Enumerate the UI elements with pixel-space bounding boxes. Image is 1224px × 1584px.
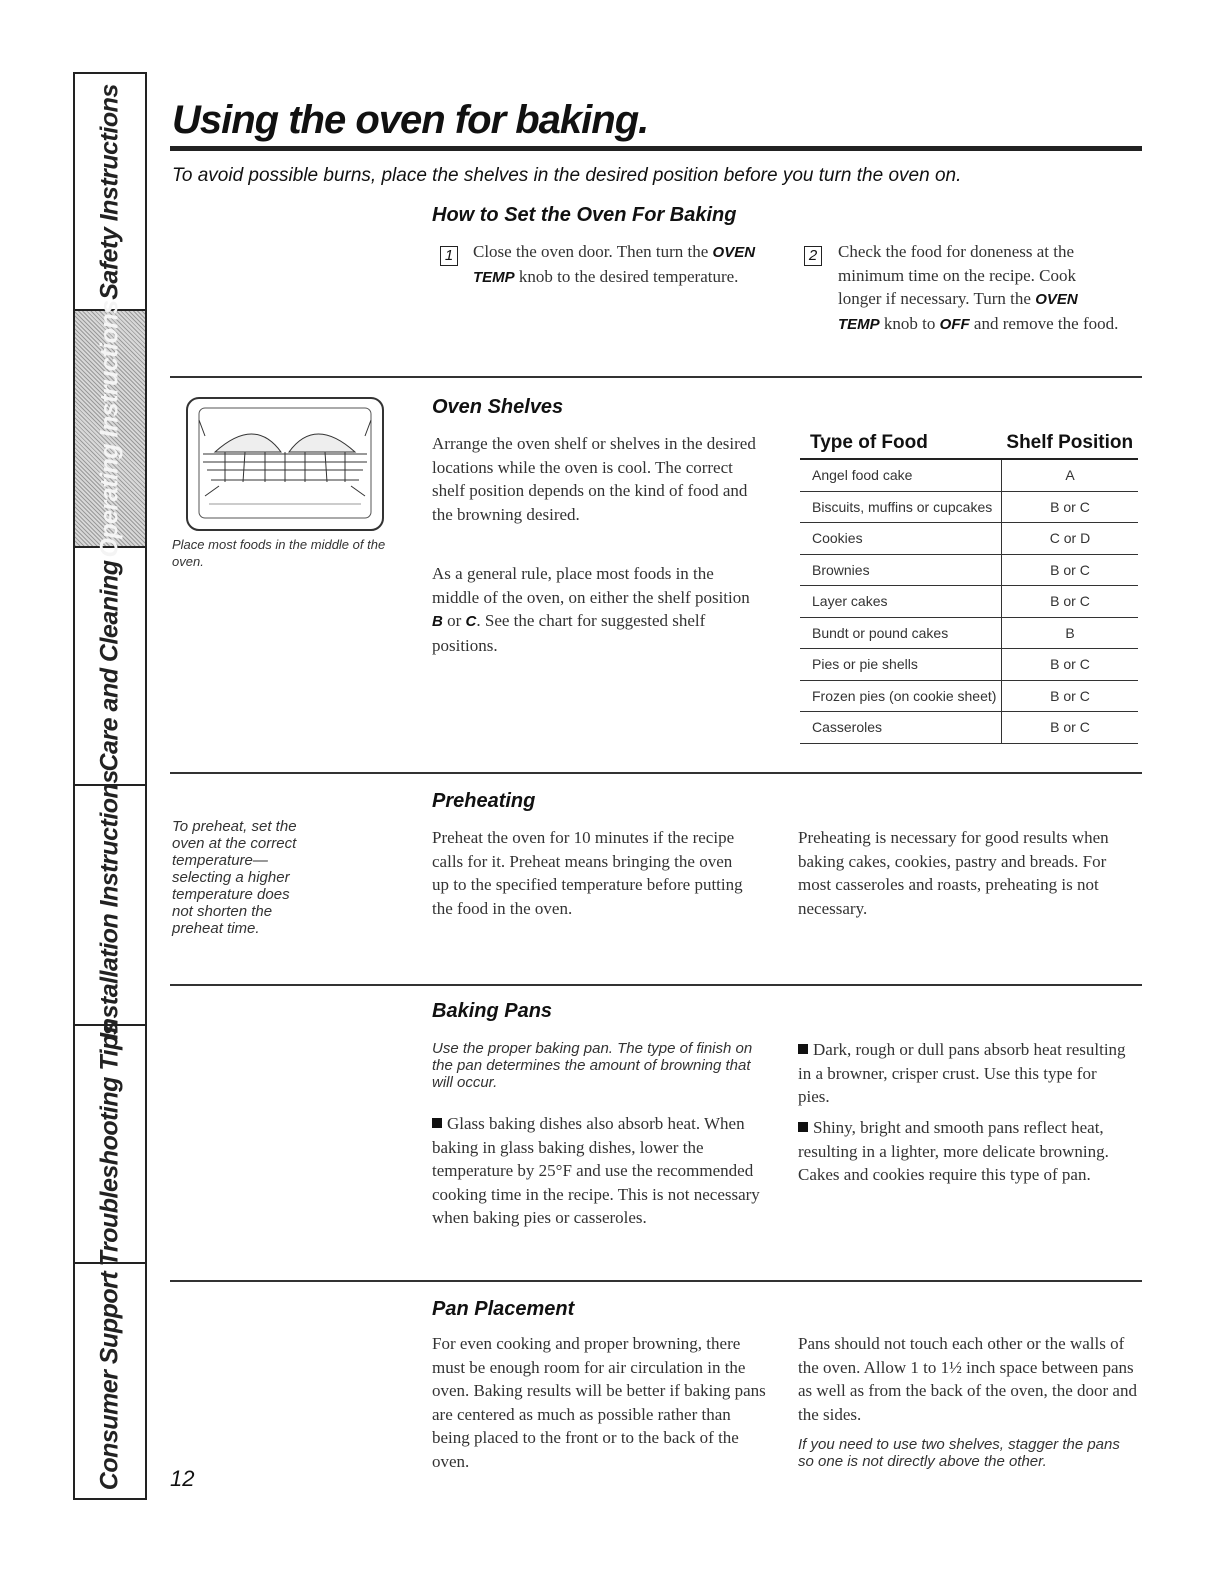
bullet-icon (798, 1044, 808, 1054)
tab-installation-instructions[interactable] (75, 770, 145, 1040)
position-cell: B or C (1002, 554, 1139, 586)
section-title-set-oven: How to Set the Oven For Baking (432, 204, 737, 226)
food-cell: Angel food cake (800, 459, 1002, 491)
pan-placement-col-1: For even cooking and proper browning, there must be enough room for air circulation in the oven. Baking results will be better if baking pans are centered as much as possible rather than being placed to the front or to the back of the oven. (432, 1334, 766, 1471)
table-row (800, 680, 1138, 712)
oven-shelves-illustration (185, 396, 385, 532)
page-intro: To avoid possible burns, place the shelves in the desired position before you turn the oven on. (172, 165, 962, 186)
section-divider (170, 376, 1142, 378)
shelves-paragraph-1: Arrange the oven shelf or shelves in the desired locations while the oven is cool. The correct shelf position depends on the kind of food and the browning desired. (432, 434, 756, 524)
bullet-icon (798, 1122, 808, 1132)
food-cell: Cookies (800, 523, 1002, 555)
table-row (800, 459, 1138, 491)
preheating-col-1: Preheat the oven for 10 minutes if the recipe calls for it. Preheat means bringing the oven up to the specified temperature before putting the food in the oven. (432, 828, 743, 918)
food-cell: Brownies (800, 554, 1002, 586)
pan-placement-col-2: Pans should not touch each other or the walls of the oven. Allow 1 to 1½ inch space between pans as well as from the back of the oven, the door and the sides. (798, 1334, 1137, 1424)
table-row (800, 649, 1138, 681)
food-cell: Casseroles (800, 712, 1002, 744)
pan-placement-note: If you need to use two shelves, stagger the pans so one is not directly above the other. (798, 1436, 1120, 1470)
position-cell: C or D (1002, 523, 1139, 555)
page-number: 12 (170, 1466, 195, 1491)
position-cell: B or C (1002, 491, 1139, 523)
title-rule (170, 146, 1142, 151)
tab-care-and-cleaning[interactable] (75, 548, 145, 786)
side-tab-bar (73, 72, 147, 1500)
food-cell: Pies or pie shells (800, 649, 1002, 681)
preheating-col-2: Preheating is necessary for good results when baking cakes, cookies, pastry and breads. For most casseroles and roasts, preheating is not necessary. (798, 828, 1109, 918)
tab-label: Installation Instructions (95, 770, 124, 1040)
table-row (800, 491, 1138, 523)
position-cell: B or C (1002, 712, 1139, 744)
table-header-food: Type of Food (800, 432, 1002, 459)
tab-label: Operating Instructions (95, 299, 124, 558)
step-2-marker: 2 (804, 246, 822, 266)
tab-label: Care and Cleaning (95, 560, 124, 772)
table-row (800, 586, 1138, 618)
table-row (800, 554, 1138, 586)
tab-label: Troubleshooting Tips (95, 1021, 124, 1267)
tab-operating-instructions[interactable] (75, 299, 145, 558)
food-cell: Bundt or pound cakes (800, 617, 1002, 649)
tab-safety-instructions[interactable] (75, 74, 145, 311)
section-title-oven-shelves: Oven Shelves (432, 396, 564, 418)
section-divider (170, 984, 1142, 986)
step-2-text: Check the food for doneness at the minimum time on the recipe. Cook longer if necessary. Turn the OVEN TEMP knob to OFF and remove the food. (838, 242, 1119, 333)
position-cell: A (1002, 459, 1139, 491)
table-row (800, 712, 1138, 744)
food-cell: Frozen pies (on cookie sheet) (800, 680, 1002, 712)
section-divider (170, 772, 1142, 774)
baking-pans-intro: Use the proper baking pan. The type of finish on the pan determines the amount of browning that will occur. (432, 1040, 753, 1091)
page-title: Using the oven for baking. (172, 98, 649, 142)
preheat-side-note: To preheat, set the oven at the correct temperature—selecting a higher temperature does not shorten the preheat time. (172, 818, 297, 937)
table-header-position: Shelf Position (1002, 432, 1139, 459)
position-cell: B or C (1002, 680, 1139, 712)
table-row (800, 523, 1138, 555)
section-divider (170, 1280, 1142, 1282)
section-title-baking-pans: Baking Pans (432, 1000, 553, 1022)
position-cell: B or C (1002, 586, 1139, 618)
shelves-paragraph-2: As a general rule, place most foods in the middle of the oven, on either the shelf position B or C. See the chart for suggested shelf positions. (432, 564, 750, 655)
baking-pans-bullet-dark: Dark, rough or dull pans absorb heat resulting in a browner, crisper crust. Use this type for pies. (798, 1040, 1126, 1106)
tab-label: Consumer Support (95, 1271, 124, 1491)
section-title-preheating: Preheating (432, 790, 536, 812)
tab-label: Safety Instructions (95, 83, 124, 300)
shelves-caption: Place most foods in the middle of the oven. (172, 537, 386, 569)
food-cell: Layer cakes (800, 586, 1002, 618)
tab-consumer-support[interactable] (75, 1264, 145, 1498)
position-cell: B (1002, 617, 1139, 649)
shelf-position-table (800, 432, 1138, 744)
baking-pans-bullet-glass: Glass baking dishes also absorb heat. When baking in glass baking dishes, lower the temperature by 25°F and use the recommended cooking time in the recipe. This is not necessary when baking pies or casseroles. (432, 1114, 760, 1227)
step-1-marker: 1 (440, 246, 458, 266)
food-cell: Biscuits, muffins or cupcakes (800, 491, 1002, 523)
tab-troubleshooting-tips[interactable] (75, 1021, 145, 1267)
table-row (800, 617, 1138, 649)
section-title-pan-placement: Pan Placement (432, 1298, 575, 1320)
step-1-text: Close the oven door. Then turn the OVEN TEMP knob to the desired temperature. (473, 242, 756, 286)
bullet-icon (432, 1118, 442, 1128)
baking-pans-bullet-shiny: Shiny, bright and smooth pans reflect heat, resulting in a lighter, more delicate browning. Cakes and cookies require this type of pan. (798, 1118, 1109, 1184)
position-cell: B or C (1002, 649, 1139, 681)
